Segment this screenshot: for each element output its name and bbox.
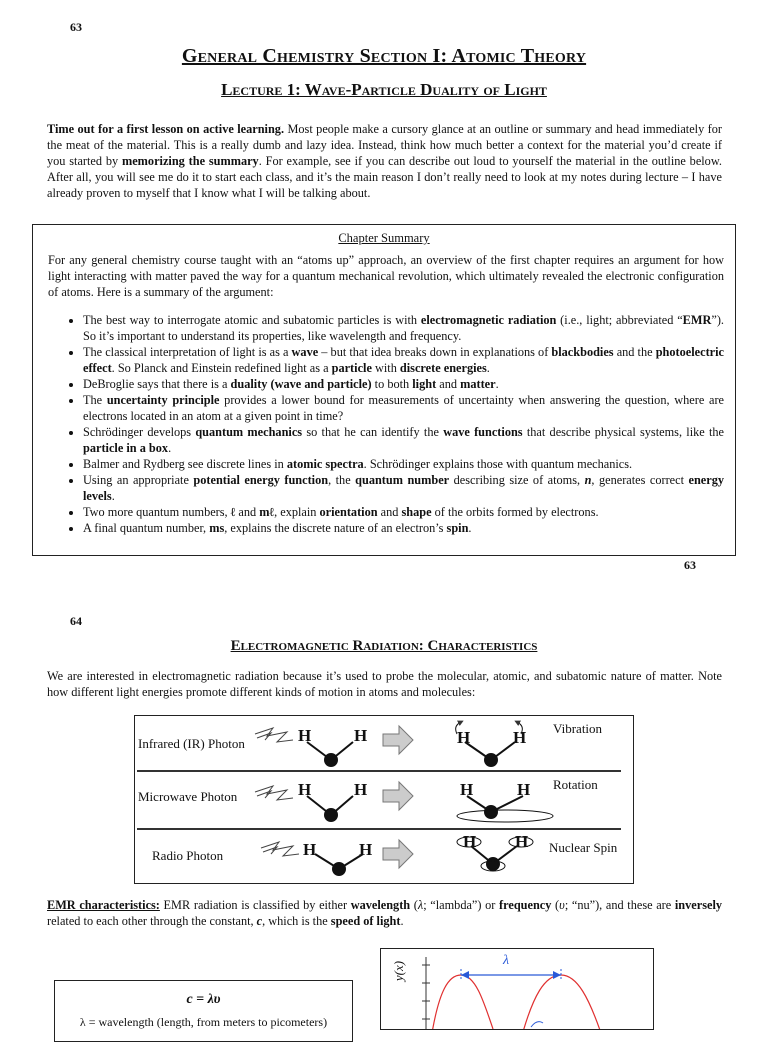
list-item: • Balmer and Rydberg see discrete lines in atomic spectra. Schrödinger explains those with quantum mechanics. [83, 456, 724, 472]
list-item: • Schrödinger develops quantum mechanics so that he can identify the wave functions that describe physical systems, like the particle in a box. [83, 424, 724, 456]
page-number: 63 [70, 20, 82, 34]
lightning-bolt-icon [255, 786, 293, 800]
atom-label: H [354, 780, 368, 799]
motion-label: Rotation [553, 777, 598, 792]
list-item: • Two more quantum numbers, ℓ and mℓ, explain orientation and shape of the orbits formed by electrons. [83, 504, 724, 520]
motion-label: Vibration [553, 721, 603, 736]
intro-bold-lead: Time out for a first lesson on active learning. [47, 122, 285, 136]
motion-label: Nuclear Spin [549, 840, 618, 855]
footer-page-number: 63 [684, 558, 696, 572]
water-molecule-icon [307, 796, 353, 821]
list-item: • The best way to interrogate atomic and subatomic particles is with electromagnetic radiation (i.e., light; abbreviated “EMR”). So it’s important to understand its properties, like wavelength and frequency. [83, 312, 724, 344]
wavelength-label: λ [503, 953, 510, 968]
atom-label: H [517, 780, 531, 799]
atom-label: H [298, 780, 312, 799]
atom-label: H [463, 832, 477, 851]
emr-characteristics: EMR characteristics: EMR radiation is classified by either wavelength (λ; “lambda”) or frequency (υ; “nu”), and these are inversely related to each other through the constant, c, which is the speed of light. [47, 898, 723, 928]
sine-wave [431, 975, 603, 1029]
atom-label: H [515, 832, 529, 851]
list-item: • DeBroglie says that there is a duality (wave and particle) to both light and matter. [83, 376, 724, 392]
chapter-summary-box [32, 224, 736, 556]
water-molecule-icon [307, 742, 353, 766]
speed-of-light-formula: c = λυ [186, 992, 221, 1007]
water-molecule-icon [315, 854, 363, 875]
emr-heading: Electromagnetic Radiation: Characteristics [230, 638, 538, 654]
photon-label: Infrared (IR) Photon [138, 736, 245, 751]
formula-definition: λ = wavelength (length, from meters to picometers) [79, 1015, 328, 1029]
photon-label: Microwave Photon [138, 789, 238, 804]
atom-label: H [460, 780, 474, 799]
emr-intro: We are interested in electromagnetic radiation because it’s used to probe the molecular, atomic, and subatomic nature of matter. Note how different light energies promote different kinds of motion in atoms and molecules: [47, 669, 722, 699]
photon-motion-figure [134, 715, 634, 884]
photon-label: Radio Photon [152, 848, 224, 863]
atom-label: H [298, 726, 312, 745]
lightning-bolt-icon [255, 728, 293, 742]
list-item: • Using an appropriate potential energy function, the quantum number describing size of atoms, n, generates correct energy levels. [83, 472, 724, 504]
wave-graph [380, 948, 654, 1030]
right-arrow-icon [383, 726, 413, 868]
list-item: • The uncertainty principle provides a lower bound for measurements of uncertainty when answering the question, where are electrons located in an atom at a given point in time? [83, 392, 724, 424]
formula-box [54, 980, 353, 1042]
atom-label: H [303, 840, 317, 859]
section-title: General Chemistry Section I: Atomic Theory [181, 45, 587, 67]
lightning-bolt-icon [261, 842, 299, 856]
atom-label: H [513, 728, 527, 747]
atom-label: H [457, 728, 471, 747]
wave-graph-svg [381, 949, 653, 1029]
list-item: • A final quantum number, ms, explains the discrete nature of an electron’s spin. [83, 520, 724, 536]
page-number-2: 64 [70, 614, 82, 628]
y-axis-label: y(x) [391, 960, 407, 982]
summary-list [61, 312, 724, 536]
atom-label: H [359, 840, 373, 859]
atom-label: H [354, 726, 368, 745]
chapter-summary-title: Chapter Summary [338, 231, 430, 245]
summary-intro: For any general chemistry course taught with an “atoms up” approach, an overview of the first chapter requires an argument for how light interacting with matter paved the way for a quantum mechanical revolution, which ultimately revealed the electronic configuration of atoms. Here is a summary of the argument: [48, 253, 724, 299]
list-item: • The classical interpretation of light is as a wave – but that idea breaks down in explanations of blackbodies and the photoelectric effect. So Planck and Einstein redefined light as a particle with discrete energies. [83, 344, 724, 376]
intro-paragraph: Time out for a first lesson on active learning. Most people make a cursory glance at an outline or summary and head immediately for the meat of the material. This is a really dumb and lazy idea. Instead, think how much better a context for the material you’d create if you started by memorizing the summary. For example, see if you can describe out loud to yourself the material in the outline below. After all, you will see me do it to start each class, and it’s the main reason I don’t really need to look at my notes during lecture – I have already proven to myself that I know what I will be talking about. [47, 122, 722, 200]
lecture-title: Lecture 1: Wave-Particle Duality of Light [221, 80, 547, 99]
